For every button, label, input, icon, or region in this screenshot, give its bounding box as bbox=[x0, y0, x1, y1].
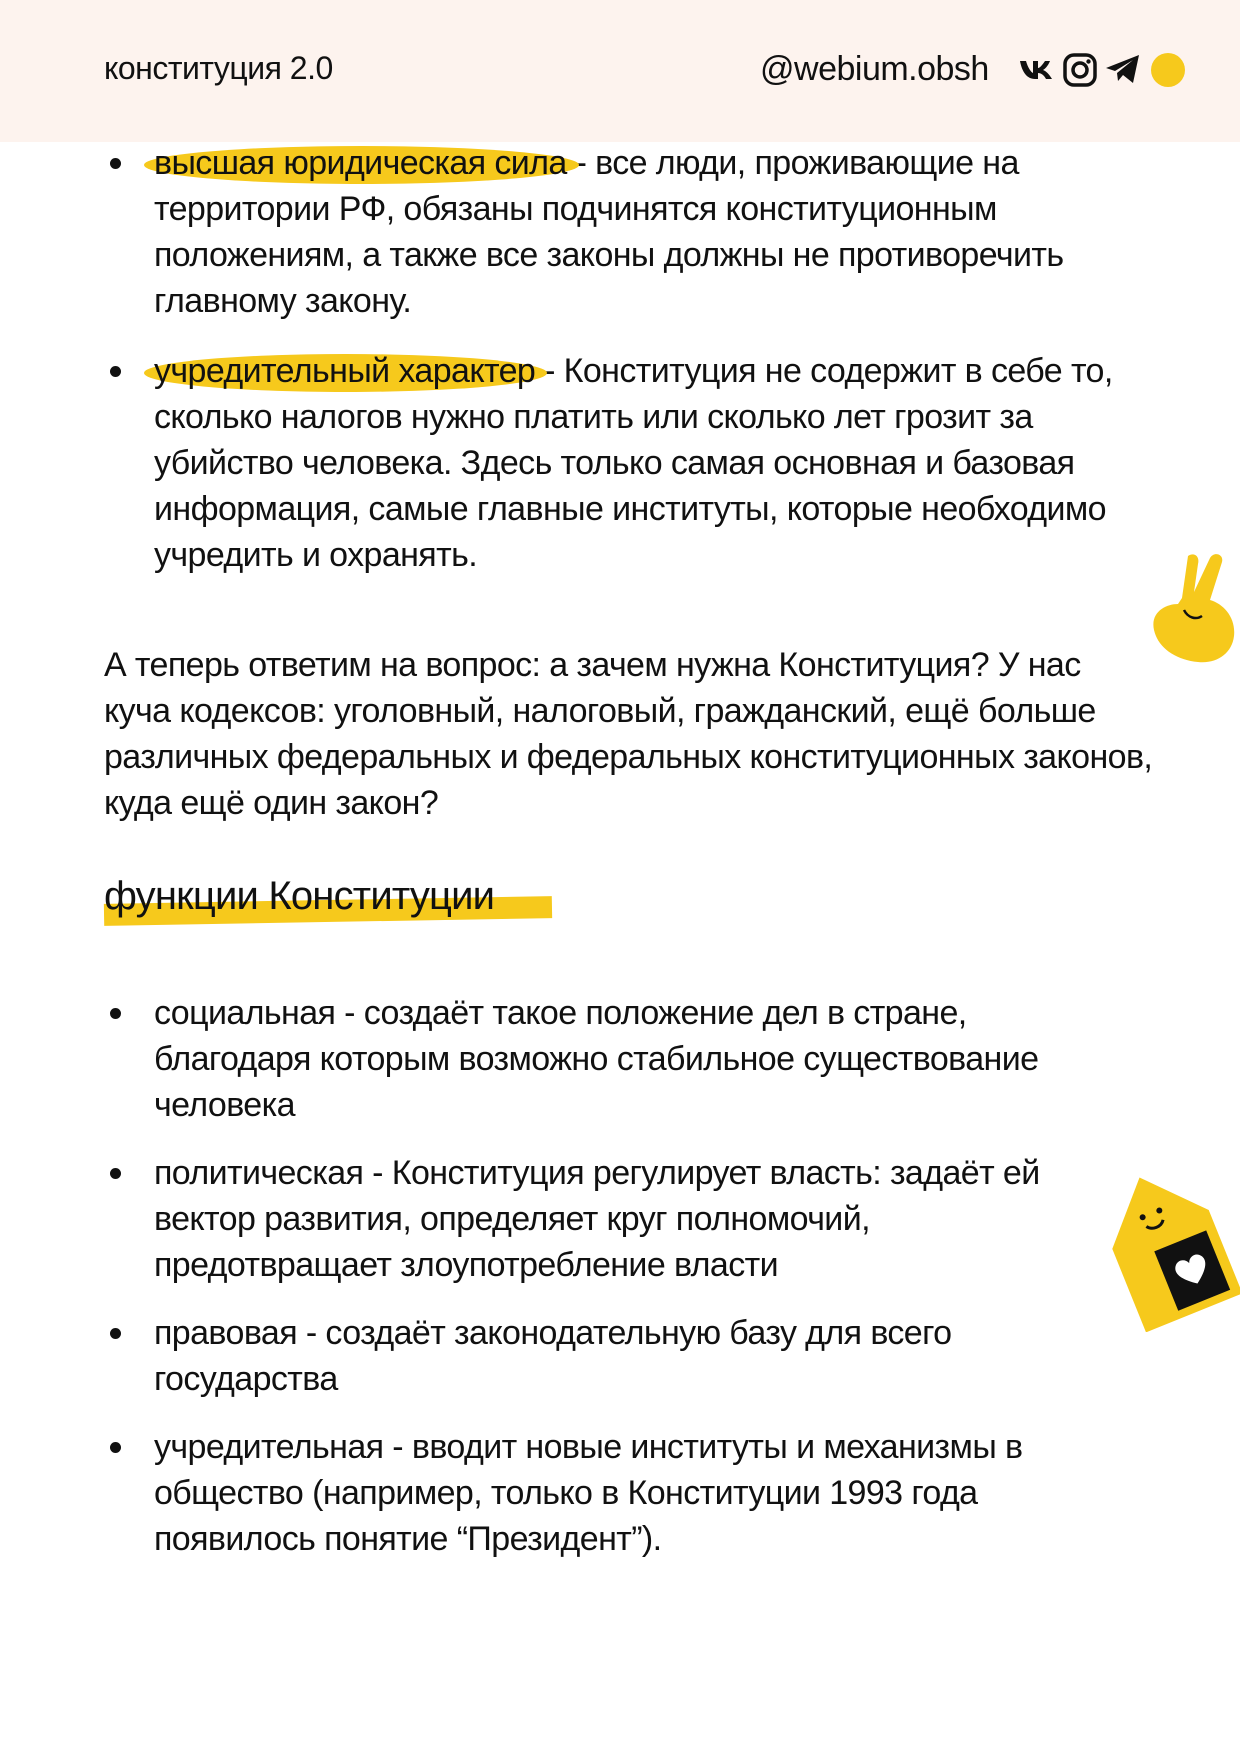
list-item: правовая - создаёт законодательную базу для всего государства bbox=[104, 1310, 1104, 1402]
page-header bbox=[0, 0, 1240, 142]
definition-text: - все люди, проживающие на территории РФ, обязаны подчинятся конституционным положениям, а также все законы должны не противоречить главному закону. bbox=[154, 144, 1064, 320]
definition-text: - Конституция не содержит в себе то, сколько налогов нужно платить или сколько лет грозит за убийство человека. Здесь только самая основная и базовая информация, самые главные институты, которые необходимо учредить и охранять. bbox=[154, 352, 1113, 574]
list-item: политическая - Конституция регулирует власть: задаёт ей вектор развития, определяет круг полномочий, предотвращает злоупотребление власти bbox=[104, 1150, 1104, 1288]
header-handle[interactable]: @webium.obsh bbox=[760, 50, 989, 88]
list-item bbox=[104, 348, 1164, 578]
vk-icon[interactable] bbox=[1018, 52, 1056, 86]
top-definitions-list bbox=[104, 140, 1164, 578]
list-item: социальная - создаёт такое положение дел в стране, благодаря которым возможно стабильное существование человека bbox=[104, 990, 1104, 1128]
section-title bbox=[104, 868, 494, 924]
peace-hand-icon bbox=[1148, 548, 1240, 666]
question-paragraph: А теперь ответим на вопрос: а зачем нужна Конституция? У нас куча кодексов: уголовный, налоговый, гражданский, ещё больше различных федеральных и федеральных конституционных законов, куда ещё один закон? bbox=[104, 646, 1153, 822]
highlighted-term: высшая юридическая сила bbox=[154, 144, 567, 182]
highlighted-term: учредительный характер bbox=[154, 352, 536, 390]
header-title: конституция 2.0 bbox=[104, 50, 333, 86]
house-heart-icon bbox=[1096, 1158, 1240, 1332]
list-item: учредительная - вводит новые институты и механизмы в общество (например, только в Конституции 1993 года появилось понятие “Президент”). bbox=[104, 1424, 1104, 1562]
telegram-icon[interactable] bbox=[1104, 52, 1142, 86]
functions-list bbox=[104, 990, 1104, 1562]
section-title-text: функции Конституции bbox=[104, 874, 495, 918]
list-item bbox=[104, 140, 1164, 324]
yellow-dot bbox=[1150, 52, 1186, 88]
instagram-icon[interactable] bbox=[1062, 52, 1098, 88]
